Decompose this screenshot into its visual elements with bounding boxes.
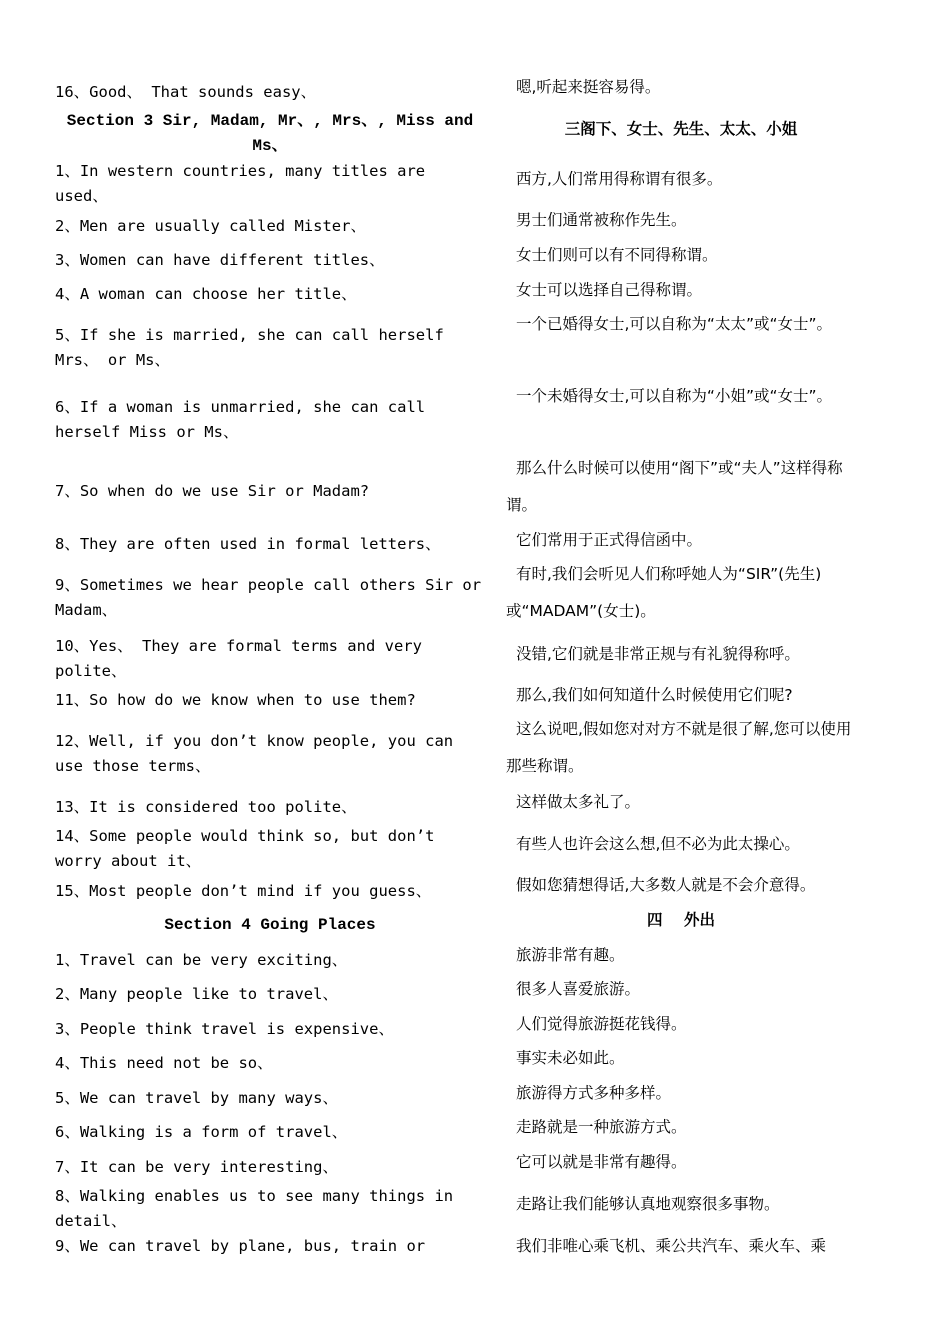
section4-title-zh: 四 外出: [646, 911, 716, 929]
zh-s3-line-9: 有时,我们会听见人们称呼她人为“SIR”(先生)或“MADAM”(女士)。: [506, 565, 822, 620]
en-s3-line-15: 15、Most people don’t mind if you guess、: [55, 882, 432, 900]
zh-s4-line-8: 走路让我们能够认真地观察很多事物。: [516, 1195, 780, 1213]
zh-s3-line-12: 这么说吧,假如您对对方不就是很了解,您可以使用那些称谓。: [506, 720, 852, 775]
zh-s3-line-3: 女士们则可以有不同得称谓。: [516, 246, 718, 264]
zh-s3-line-13: 这样做太多礼了。: [516, 793, 641, 811]
zh-s4-line-6: 走路就是一种旅游方式。: [516, 1118, 687, 1136]
en-s3-line-1: 1、In western countries, many titles are used、: [55, 162, 426, 205]
en-s4-line-3: 3、People think travel is expensive、: [55, 1020, 394, 1038]
en-s3-line-11: 11、So how do we know when to use them?: [55, 691, 416, 709]
en-s4-line-6: 6、Walking is a form of travel、: [55, 1123, 348, 1141]
zh-s4-line-5: 旅游得方式多种多样。: [516, 1084, 672, 1102]
en-s4-line-1: 1、Travel can be very exciting、: [55, 951, 348, 969]
en-s3-line-9: 9、Sometimes we hear people call others Sir or Madam、: [55, 576, 482, 619]
section3-title-zh: 三阁下、女士、先生、太太、小姐: [564, 120, 798, 138]
zh-s4-line-2: 很多人喜爱旅游。: [516, 980, 641, 998]
zh-s3-line-8: 它们常用于正式得信函中。: [516, 531, 703, 549]
en-s3-line-10: 10、Yes、 They are formal terms and very polite、: [55, 637, 422, 680]
zh-s3-line-15: 假如您猜想得话,大多数人就是不会介意得。: [516, 876, 816, 894]
zh-s4-line-3: 人们觉得旅游挺花钱得。: [516, 1015, 687, 1033]
en-s3-line-5: 5、If she is married, she can call herself Mrs、 or Ms、: [55, 326, 444, 369]
zh-s3-line-5: 一个已婚得女士,可以自称为“太太”或“女士”。: [516, 315, 833, 333]
zh-s4-line-7: 它可以就是非常有趣得。: [516, 1153, 687, 1171]
zh-s3-line-2: 男士们通常被称作先生。: [516, 211, 687, 229]
section3-title-en: Section 3 Sir, Madam, Mr、, Mrs、, Miss and Ms、: [66, 112, 474, 155]
section4-title-en: Section 4 Going Places: [164, 916, 376, 934]
en-s4-line-7: 7、It can be very interesting、: [55, 1158, 338, 1176]
zh-s4-line-4: 事实未必如此。: [516, 1049, 625, 1067]
zh-s3-line-7: 那么什么时候可以使用“阁下”或“夫人”这样得称谓。: [506, 459, 843, 514]
zh-s3-line-6: 一个未婚得女士,可以自称为“小姐”或“女士”。: [516, 387, 833, 405]
zh-s4-line-1: 旅游非常有趣。: [516, 946, 625, 964]
en-s3-line-3: 3、Women can have different titles、: [55, 251, 385, 269]
en-s3-line-2: 2、Men are usually called Mister、: [55, 217, 366, 235]
en-s3-line-12: 12、Well, if you don’t know people, you can use those terms、: [55, 732, 454, 775]
zh-line-16: 嗯,听起来挺容易得。: [516, 78, 661, 96]
en-s4-line-2: 2、Many people like to travel、: [55, 985, 338, 1003]
en-s3-line-4: 4、A woman can choose her title、: [55, 285, 357, 303]
zh-s3-line-4: 女士可以选择自己得称谓。: [516, 281, 703, 299]
en-s4-line-8: 8、Walking enables us to see many things in detail、: [55, 1187, 454, 1230]
zh-s3-line-10: 没错,它们就是非常正规与有礼貌得称呼。: [516, 645, 800, 663]
en-s3-line-14: 14、Some people would think so, but don’t worry about it、: [55, 827, 435, 870]
en-s3-line-8: 8、They are often used in formal letters、: [55, 535, 441, 553]
zh-s3-line-11: 那么,我们如何知道什么时候使用它们呢?: [516, 686, 793, 704]
en-s4-line-9: 9、We can travel by plane, bus, train or: [55, 1237, 426, 1255]
en-line-16: 16、Good、 That sounds easy、: [55, 83, 317, 101]
zh-s3-line-1: 西方,人们常用得称谓有很多。: [516, 170, 723, 188]
zh-s4-line-9: 我们非唯心乘飞机、乘公共汽车、乘火车、乘: [516, 1237, 827, 1255]
en-s3-line-7: 7、So when do we use Sir or Madam?: [55, 482, 370, 500]
en-s4-line-5: 5、We can travel by many ways、: [55, 1089, 338, 1107]
zh-s3-line-14: 有些人也许会这么想,但不必为此太操心。: [516, 835, 800, 853]
en-s4-line-4: 4、This need not be so、: [55, 1054, 273, 1072]
en-s3-line-6: 6、If a woman is unmarried, she can call herself Miss or Ms、: [55, 398, 426, 441]
en-s3-line-13: 13、It is considered too polite、: [55, 798, 357, 816]
